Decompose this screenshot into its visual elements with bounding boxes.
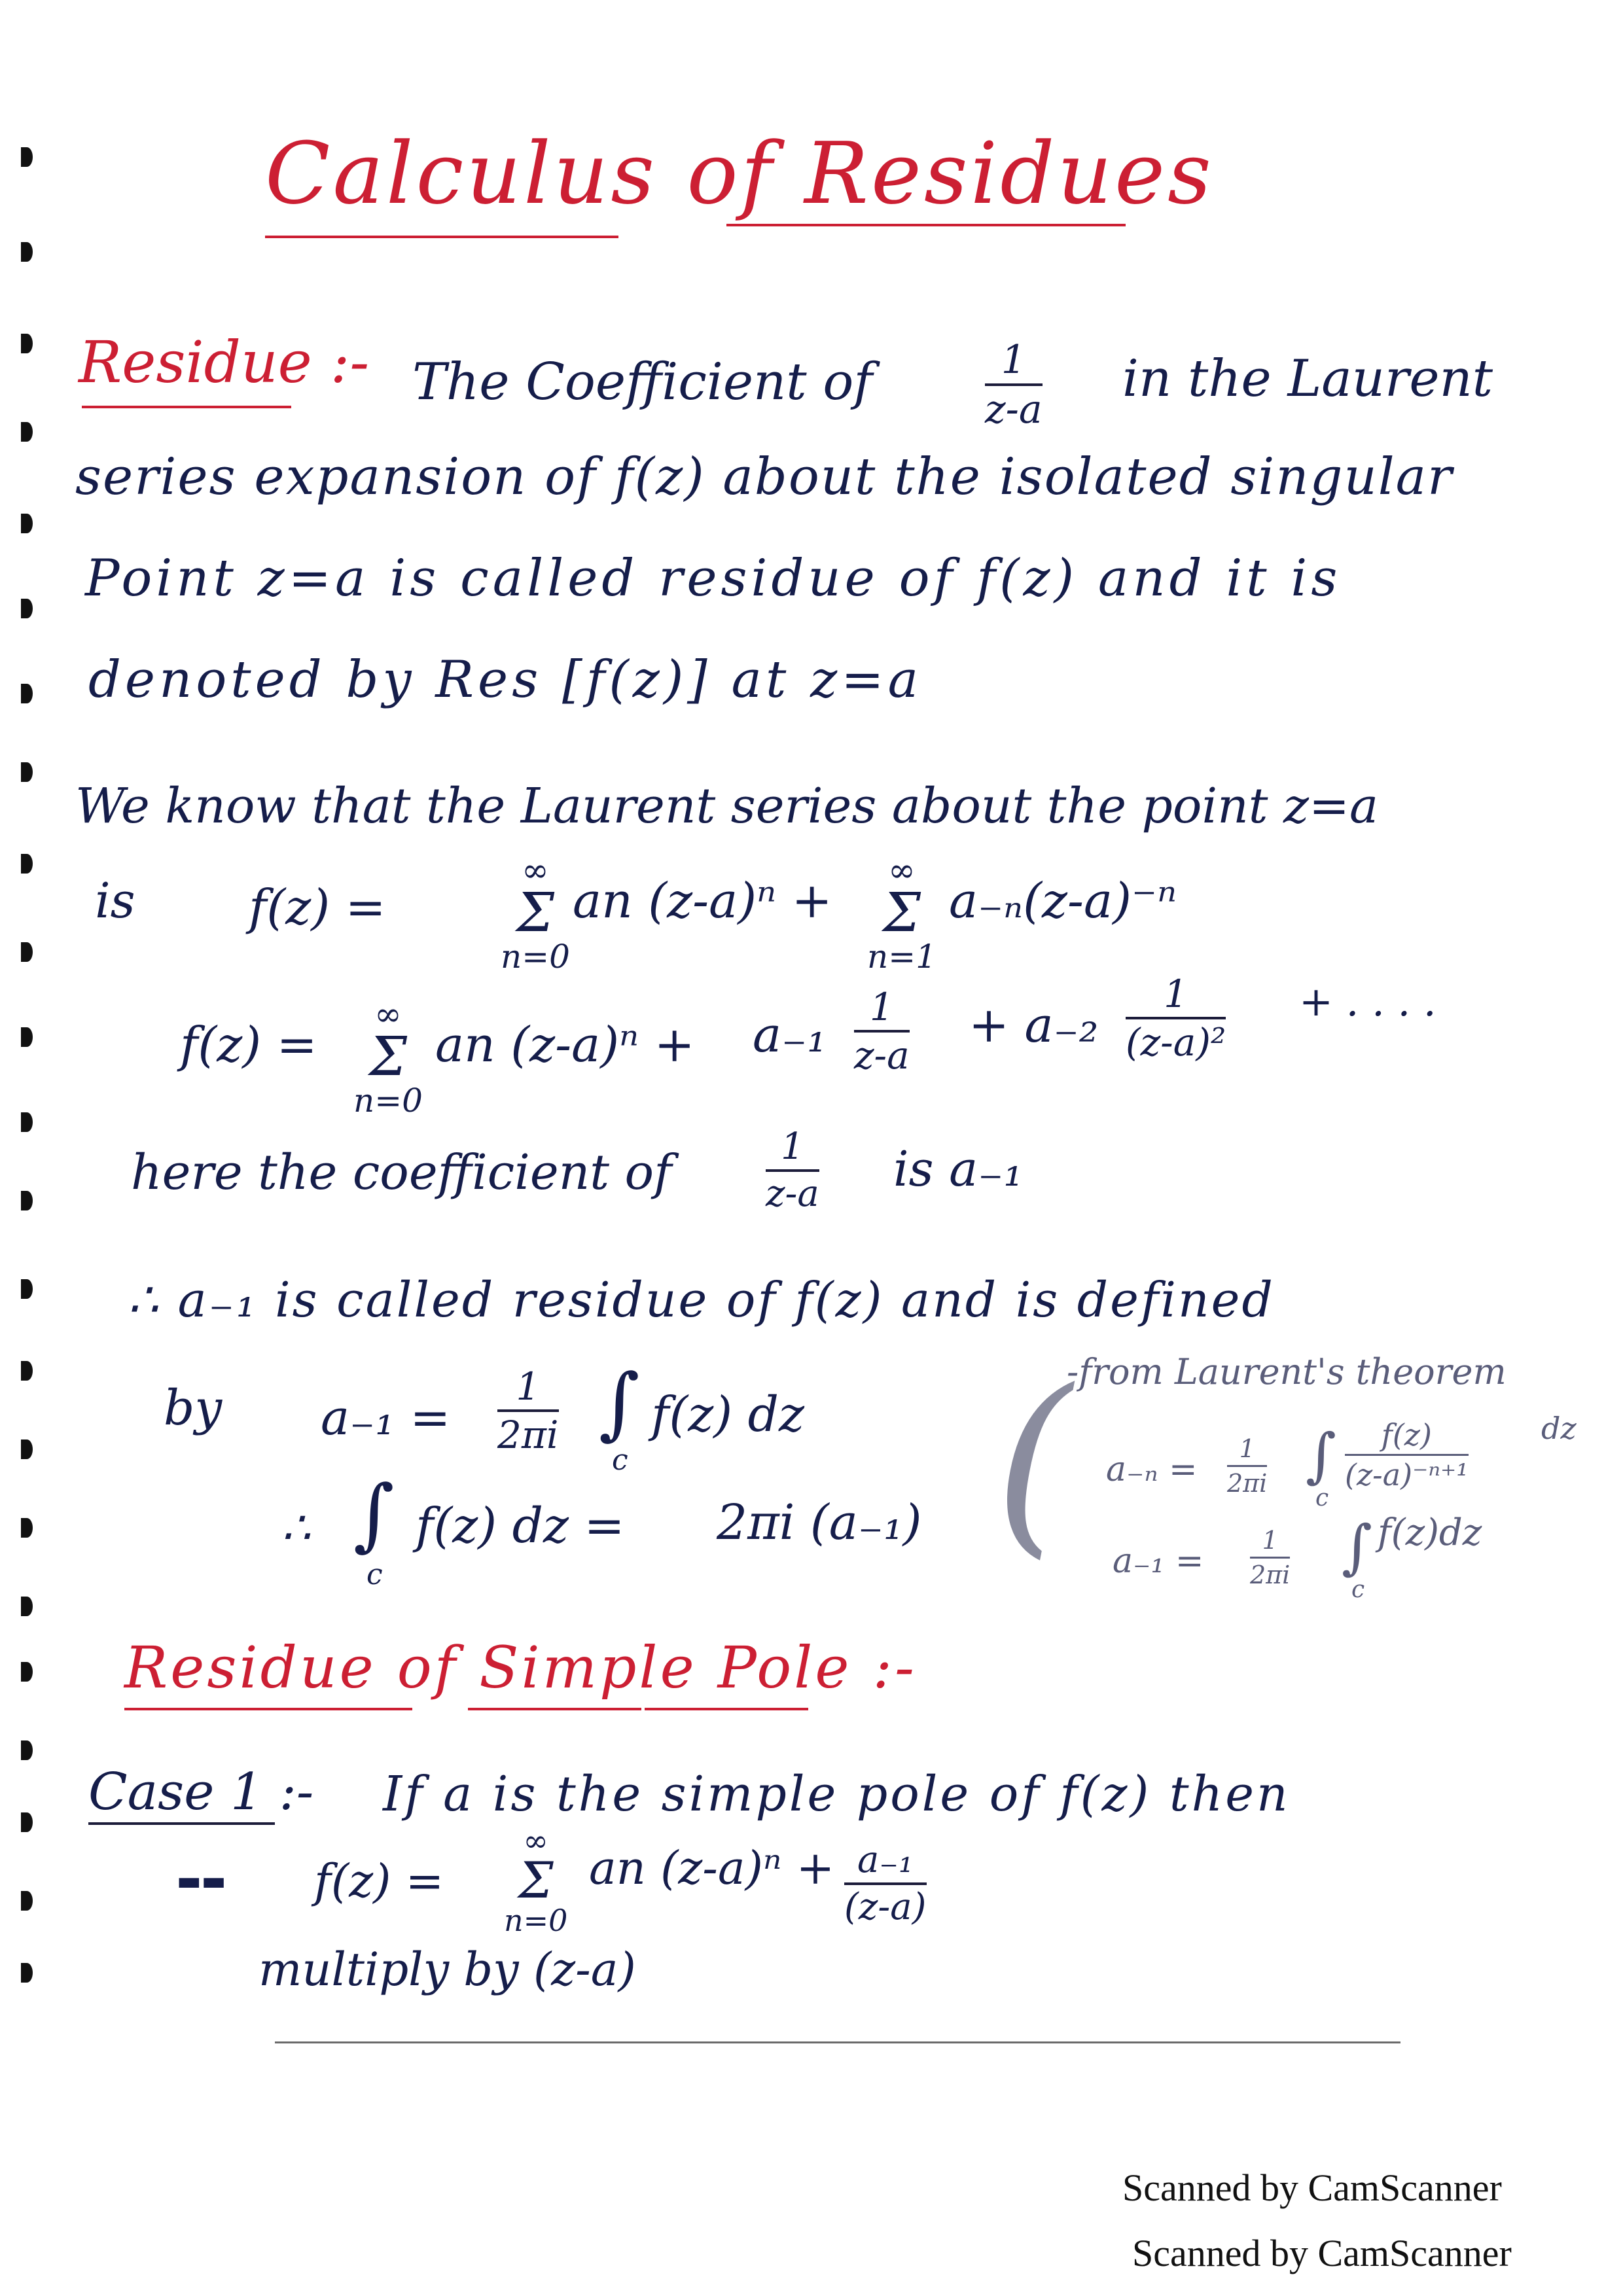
scanner-watermark-2: Scanned by CamScanner xyxy=(1132,2232,1512,2274)
simple-pole-eq-sum xyxy=(504,1823,568,1938)
laurent-line2-tail: + . . . . xyxy=(1299,978,1436,1025)
laurent-line2-a1: a₋₁ xyxy=(753,1007,827,1063)
residue-heading: Residue :- xyxy=(79,328,370,396)
laurent-line2-frac1-bar xyxy=(854,1030,910,1033)
definition-a1-eq: a₋₁ = xyxy=(321,1390,451,1446)
definition-line3-sub: c xyxy=(366,1558,383,1591)
definition-integral: ∫ xyxy=(599,1358,640,1449)
case1-label: Case 1 :- xyxy=(88,1763,314,1822)
laurent-term1: an (z-a)ⁿ + xyxy=(573,873,832,929)
laurent-sum2-bottom: n=1 xyxy=(867,938,936,976)
definition-frac-den: 2πi xyxy=(497,1413,559,1457)
laurent-line2-frac1-num: 1 xyxy=(869,985,894,1029)
definition-line3-lhs: f(z) dz = xyxy=(416,1498,625,1554)
side-note-eq2-lhs: a₋₁ = xyxy=(1113,1542,1204,1581)
definition-by: by xyxy=(164,1380,223,1436)
laurent-intro: We know that the Laurent series about the point z=a xyxy=(75,778,1379,834)
definition-frac-bar xyxy=(497,1409,559,1412)
laurent-fz: f(z) = xyxy=(249,879,386,936)
residue-def-frac-bar xyxy=(985,383,1043,386)
laurent-sum1 xyxy=(501,851,570,976)
side-note-eq1-dz: dz xyxy=(1541,1411,1577,1446)
side-note-eq1-lhs: a₋ₙ = xyxy=(1106,1450,1198,1489)
definition-line3-therefore: ∴ xyxy=(281,1501,311,1555)
residue-def-line1-end: in the Laurent xyxy=(1122,349,1493,408)
coef-end: is a₋₁ xyxy=(893,1141,1024,1197)
laurent-line2-frac2-bar xyxy=(1126,1017,1226,1019)
laurent-sum1-bottom: n=0 xyxy=(501,938,570,976)
laurent-line2-frac2-den: (z-a)² xyxy=(1126,1020,1226,1065)
laurent-line2-sum-bottom: n=0 xyxy=(353,1082,423,1120)
laurent-line2-frac2 xyxy=(1126,972,1226,1065)
definition-fraction xyxy=(497,1364,559,1457)
side-note-eq1-integrand xyxy=(1345,1417,1469,1492)
residue-def-frac-num: 1 xyxy=(1001,337,1026,383)
side-note-eq1-num: 1 xyxy=(1239,1434,1255,1463)
laurent-sum1-symbol: Σ xyxy=(516,882,554,944)
coef-fraction xyxy=(766,1125,819,1215)
side-note-eq1-bar xyxy=(1227,1465,1267,1467)
side-note-eq1-den: 2πi xyxy=(1227,1469,1268,1498)
simple-pole-eq-frac-num: a₋₁ xyxy=(857,1839,914,1881)
residue-def-fraction xyxy=(985,337,1043,433)
laurent-line2-lhs: f(z) = xyxy=(180,1017,317,1073)
definition-integrand: f(z) dz xyxy=(651,1386,804,1443)
definition-line1: ∴ a₋₁ is called residue of f(z) and is defined xyxy=(128,1272,1275,1328)
laurent-line2-frac2-num: 1 xyxy=(1164,972,1188,1016)
simple-pole-eq-term: an (z-a)ⁿ + xyxy=(589,1841,835,1895)
side-note-eq2-integrand: f(z)dz xyxy=(1378,1511,1482,1554)
simple-pole-eq-frac-bar xyxy=(844,1882,927,1885)
definition-line3-integral: ∫ xyxy=(353,1469,395,1560)
side-note-eq2-num: 1 xyxy=(1262,1526,1278,1555)
side-note-eq2-den: 2πi xyxy=(1250,1561,1291,1589)
side-note-eq1-frac xyxy=(1227,1436,1267,1496)
title-underline-right xyxy=(726,224,1126,226)
residue-def-line3: Point z=a is called residue of f(z) and it is xyxy=(85,549,1342,608)
side-note-heading: -from Laurent's theorem xyxy=(1067,1351,1507,1392)
multiply-note: multiply by (z-a) xyxy=(259,1943,636,1996)
side-note-eq2-sub: c xyxy=(1351,1576,1365,1603)
simple-pole-eq-frac xyxy=(844,1839,927,1928)
simple-pole-heading: Residue of Simple Pole :- xyxy=(124,1634,917,1701)
side-note-eq2-bar xyxy=(1250,1557,1290,1559)
title-underline-left xyxy=(265,236,618,238)
coef-frac-bar xyxy=(766,1169,819,1172)
laurent-line2-sum xyxy=(353,995,423,1120)
simple-pole-underline-2 xyxy=(468,1708,641,1710)
residue-def-frac-den: z-a xyxy=(985,387,1043,433)
definition-frac-num: 1 xyxy=(516,1364,541,1409)
bottom-rule xyxy=(275,2041,1400,2043)
page-title: Calculus of Residues xyxy=(265,124,1214,223)
residue-def-line2: series expansion of f(z) about the isolated singular xyxy=(75,448,1454,506)
scanner-watermark-1: Scanned by CamScanner xyxy=(1122,2166,1502,2209)
definition-line3-rhs: 2πi (a₋₁) xyxy=(717,1494,922,1551)
coef-frac-den: z-a xyxy=(766,1173,819,1215)
side-note-eq1-f-bar xyxy=(1345,1454,1469,1456)
laurent-line2-sum-top: ∞ xyxy=(374,995,402,1033)
laurent-line2-term: an (z-a)ⁿ + xyxy=(435,1017,695,1073)
side-note-eq1-f-den: (z-a)⁻ⁿ⁺¹ xyxy=(1345,1457,1469,1492)
simple-pole-eq-sum-bottom: n=0 xyxy=(504,1903,568,1938)
simple-pole-eq-lhs: f(z) = xyxy=(314,1854,444,1908)
laurent-sum2-top: ∞ xyxy=(888,851,916,889)
laurent-sum1-top: ∞ xyxy=(522,851,549,889)
laurent-term2: a₋ₙ(z-a)⁻ⁿ xyxy=(949,873,1177,929)
laurent-sum2-symbol: Σ xyxy=(882,882,921,944)
coef-text: here the coefficient of xyxy=(131,1144,672,1201)
residue-heading-underline xyxy=(82,406,291,408)
side-note-eq1-int: ∫ xyxy=(1306,1421,1336,1490)
simple-pole-underline-1 xyxy=(124,1708,412,1710)
residue-def-line1: The Coefficient of xyxy=(412,353,873,412)
laurent-sum2 xyxy=(867,851,936,976)
simple-pole-underline-3 xyxy=(645,1708,808,1710)
coef-frac-num: 1 xyxy=(781,1125,804,1168)
simple-pole-eq-frac-den: (z-a) xyxy=(844,1886,927,1928)
laurent-line2-sum-symbol: Σ xyxy=(368,1026,407,1088)
laurent-line2-plus: + a₋₂ xyxy=(969,997,1099,1053)
side-note-bracket: ( xyxy=(995,1348,1072,1576)
laurent-line2-frac1-den: z-a xyxy=(854,1033,910,1078)
laurent-is: is xyxy=(95,873,135,929)
simple-pole-eq-sum-top: ∞ xyxy=(523,1823,548,1858)
side-note-eq1-f-num: f(z) xyxy=(1381,1417,1432,1453)
case1-underline xyxy=(88,1822,275,1825)
laurent-line2-frac1 xyxy=(854,985,910,1078)
case1-text: If a is the simple pole of f(z) then xyxy=(383,1766,1291,1822)
simple-pole-eq-strike: ▬▬ xyxy=(177,1866,226,1896)
residue-def-line4: denoted by Res [f(z)] at z=a xyxy=(88,650,923,709)
side-note-eq1-sub: c xyxy=(1315,1485,1329,1511)
definition-integral-sub: c xyxy=(612,1443,628,1477)
simple-pole-eq-sum-symbol: Σ xyxy=(518,1851,554,1909)
side-note-eq2-int: ∫ xyxy=(1342,1513,1372,1581)
side-note-eq2-frac xyxy=(1250,1528,1290,1587)
